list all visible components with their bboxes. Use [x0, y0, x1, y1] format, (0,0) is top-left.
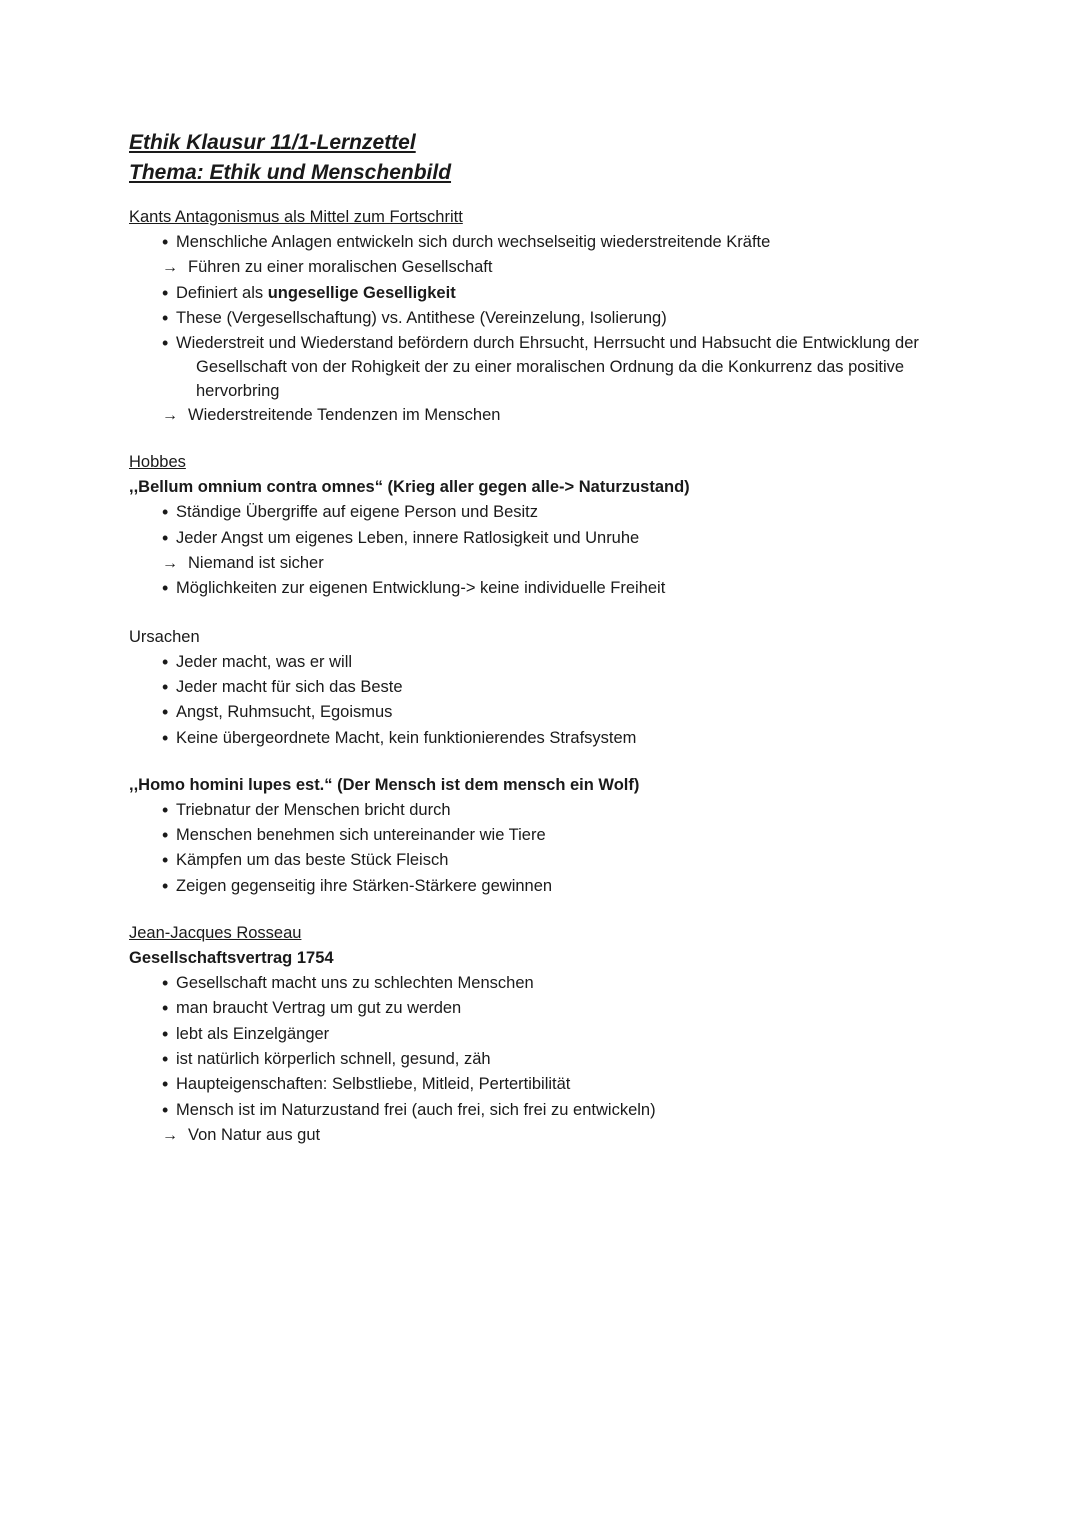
list-item: • Möglichkeiten zur eigenen Entwicklung-> keine individuelle Freiheit: [162, 576, 959, 601]
list-item: • Jeder macht für sich das Beste: [162, 675, 959, 700]
section-subheading-hobbes: ,,Bellum omnium contra omnes“ (Krieg aller gegen alle-> Naturzustand): [129, 478, 690, 497]
list-item: • Triebnatur der Menschen bricht durch: [162, 798, 959, 823]
list-item: • Kämpfen um das beste Stück Fleisch: [162, 848, 959, 873]
list-item: • Menschen benehmen sich untereinander wie Tiere: [162, 823, 959, 848]
list-item-arrow: → Von Natur aus gut: [162, 1123, 959, 1148]
section-subheading-rousseau: Gesellschaftsvertrag 1754: [129, 949, 334, 968]
homo-list: [129, 798, 959, 899]
section-hobbes: [129, 450, 959, 601]
list-item: • Gesellschaft macht uns zu schlechten Menschen: [162, 971, 959, 996]
list-item-bold-text: ungesellige Geselligkeit: [267, 283, 456, 302]
section-ursachen: [129, 625, 959, 751]
section-homo-homini: [129, 773, 959, 899]
section-heading-homo-homini: ,,Homo homini lupes est.“ (Der Mensch ist dem mensch ein Wolf): [129, 775, 640, 794]
document-subtitle: Thema: Ethik und Menschenbild: [129, 161, 452, 184]
list-item: • man braucht Vertrag um gut zu werden: [162, 996, 959, 1021]
list-item: • lebt als Einzelgänger: [162, 1022, 959, 1047]
section-heading-kant: Kants Antagonismus als Mittel zum Fortschritt: [129, 208, 463, 226]
document-page: [129, 128, 959, 1148]
list-item: • ist natürlich körperlich schnell, gesund, zäh: [162, 1047, 959, 1072]
list-item: • Ständige Übergriffe auf eigene Person und Besitz: [162, 500, 959, 525]
section-heading-ursachen: Ursachen: [129, 627, 200, 646]
list-item: • Jeder macht, was er will: [162, 650, 959, 675]
list-item: [162, 281, 959, 306]
kant-list: [129, 230, 959, 428]
list-item-arrow: → Führen zu einer moralischen Gesellschaft: [162, 255, 959, 280]
list-item: • Angst, Ruhmsucht, Egoismus: [162, 700, 959, 725]
list-item-arrow: → Niemand ist sicher: [162, 551, 959, 576]
list-item: • Keine übergeordnete Macht, kein funktionierendes Strafsystem: [162, 726, 959, 751]
list-item: • Haupteigenschaften: Selbstliebe, Mitleid, Pertertibilität: [162, 1072, 959, 1097]
hobbes-list: [129, 500, 959, 601]
list-item: • Menschliche Anlagen entwickeln sich durch wechselseitig wiederstreitende Kräfte: [162, 230, 959, 255]
list-item: • Jeder Angst um eigenes Leben, innere Ratlosigkeit und Unruhe: [162, 526, 959, 551]
section-rousseau: [129, 921, 959, 1148]
list-item-arrow: → Wiederstreitende Tendenzen im Menschen: [162, 403, 959, 428]
list-item-text: Definiert als: [176, 283, 268, 302]
list-item: • Zeigen gegenseitig ihre Stärken-Stärkere gewinnen: [162, 874, 959, 899]
list-item: • These (Vergesellschaftung) vs. Antithese (Vereinzelung, Isolierung): [162, 306, 959, 331]
ursachen-list: [129, 650, 959, 751]
section-kant: [129, 205, 959, 428]
list-item: • Mensch ist im Naturzustand frei (auch frei, sich frei zu entwickeln): [162, 1098, 959, 1123]
document-title: Ethik Klausur 11/1-Lernzettel: [129, 131, 416, 154]
list-item: • Wiederstreit und Wiederstand befördern durch Ehrsucht, Herrsucht und Habsucht die Entwicklung der Gesellschaft von der Rohigkeit der zu einer moralischen Ordnung da die Konkurrenz das positive hervorbring: [162, 331, 959, 403]
section-heading-hobbes: Hobbes: [129, 453, 186, 472]
section-heading-rousseau: Jean-Jacques Rosseau: [129, 924, 302, 943]
rousseau-list: [129, 971, 959, 1148]
